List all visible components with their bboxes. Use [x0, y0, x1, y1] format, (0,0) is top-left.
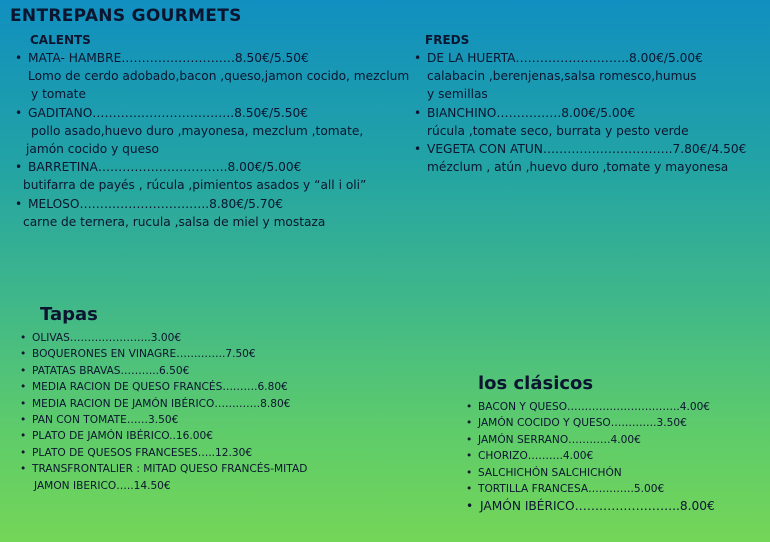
tapas-item: • OLIVAS…………………..3.00€ — [32, 330, 307, 346]
tapas-item: • PAN CON TOMATE……3.50€ — [32, 412, 307, 428]
menu-item: • MELOSO…………………………..8.80€/5.70€ — [28, 195, 409, 213]
clasicos-heading: los clásicos — [478, 373, 594, 394]
tapas-item-continuation: JAMON IBERICO…..14.50€ — [34, 479, 171, 492]
calents-heading: CALENTS — [30, 33, 91, 47]
menu-item-description: calabacin ,berenjenas,salsa romesco,humus — [427, 69, 697, 84]
tapas-item: • PATATAS BRAVAS………..6.50€ — [32, 363, 307, 379]
tapas-heading: Tapas — [40, 304, 98, 325]
menu-item: • BARRETINA…………………………..8.00€/5.00€ — [28, 158, 409, 176]
menu-title: ENTREPANS GOURMETS — [10, 6, 242, 26]
menu-item-description: y semillas — [427, 87, 488, 102]
menu-item: • GADITANO……………………………..8.50€/5.50€ — [28, 104, 409, 122]
menu-item-description: butifarra de payés , rúcula ,pimientos asados y “all i oli” — [23, 178, 367, 193]
menu-item-description: carne de ternera, rucula ,salsa de miel y mostaza — [23, 214, 326, 229]
tapas-item: • BOQUERONES EN VINAGRE…………..7.50€ — [32, 346, 307, 362]
clasicos-item: • BACON Y QUESO…………………………..4.00€ — [478, 399, 715, 415]
menu-item: • MATA- HAMBRE……………………….8.50€/5.50€ — [28, 49, 409, 67]
clasicos-list — [478, 399, 715, 515]
clasicos-item: • JAMÓN SERRANO…………4.00€ — [478, 432, 715, 448]
clasicos-item: • TORTILLA FRANCESA………….5.00€ — [478, 481, 715, 497]
menu-item-description: Lomo de cerdo adobado,bacon ,queso,jamon cocido, mezclum — [28, 69, 410, 84]
tapas-item: • MEDIA RACION DE JAMÓN IBÉRICO………….8.80€ — [32, 396, 307, 412]
menu-item: • DE LA HUERTA……………………….8.00€/5.00€ — [427, 49, 746, 67]
clasicos-item: • SALCHICHÓN SALCHICHÓN — [478, 465, 715, 481]
clasicos-item: • CHORIZO……….4.00€ — [478, 448, 715, 464]
tapas-item: • MEDIA RACION DE QUESO FRANCÉS……….6.80€ — [32, 379, 307, 395]
freds-list — [427, 49, 746, 176]
menu-item-description: mézclum , atún ,huevo duro ,tomate y mayonesa — [427, 160, 729, 175]
menu-item-description: pollo asado,huevo duro ,mayonesa, mezclum ,tomate, — [31, 123, 364, 138]
calents-list — [23, 49, 410, 231]
clasicos-item: • JAMÓN IBÉRICO……………………..8.00€ — [478, 497, 715, 515]
tapas-item: • PLATO DE JAMÓN IBÉRICO..16.00€ — [32, 428, 307, 444]
menu-item-description: rúcula ,tomate seco, burrata y pesto verde — [427, 123, 689, 138]
menu-item-description: y tomate — [31, 87, 86, 102]
tapas-list — [32, 330, 307, 494]
menu-item: • VEGETA CON ATUN…………………………..7.80€/4.50€ — [427, 140, 746, 158]
clasicos-item: • JAMÓN COCIDO Y QUESO………….3.50€ — [478, 415, 715, 431]
tapas-item: • PLATO DE QUESOS FRANCESES…..12.30€ — [32, 445, 307, 461]
freds-heading: FREDS — [425, 33, 470, 47]
tapas-item: • TRANSFRONTALIER : MITAD QUESO FRANCÉS-MITAD — [32, 461, 307, 477]
menu-item-description: jamón cocido y queso — [26, 142, 159, 157]
menu-item: • BIANCHINO…………….8.00€/5.00€ — [427, 104, 746, 122]
